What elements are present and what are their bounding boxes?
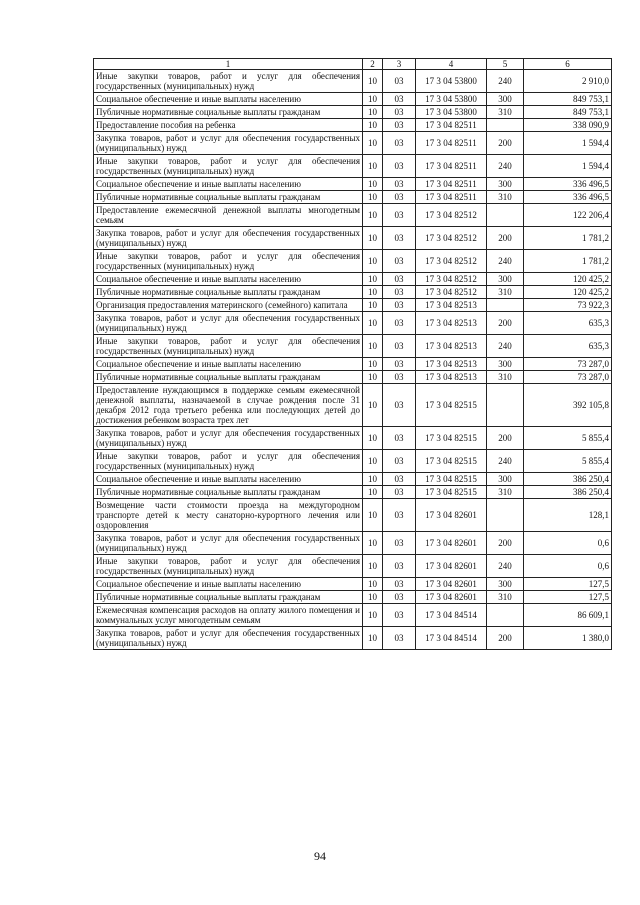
row-subsection: 03 bbox=[383, 155, 416, 178]
table-header-row bbox=[94, 59, 612, 70]
row-target-article: 17 3 04 84514 bbox=[416, 604, 487, 627]
table-row bbox=[94, 132, 612, 155]
table-row bbox=[94, 106, 612, 119]
row-target-article: 17 3 04 82601 bbox=[416, 591, 487, 604]
row-subsection: 03 bbox=[383, 371, 416, 384]
table-row bbox=[94, 204, 612, 227]
table-row bbox=[94, 499, 612, 532]
table-row bbox=[94, 178, 612, 191]
row-expense-type: 300 bbox=[487, 93, 524, 106]
row-subsection: 03 bbox=[383, 627, 416, 650]
row-amount: 1 380,0 bbox=[524, 627, 612, 650]
row-amount: 0,6 bbox=[524, 532, 612, 555]
table-row bbox=[94, 312, 612, 335]
row-description: Иные закупки товаров, работ и услуг для обеспечения государственных (муниципальных) нужд bbox=[94, 450, 363, 473]
table-row bbox=[94, 227, 612, 250]
column-header: 2 bbox=[363, 59, 383, 70]
table-row bbox=[94, 335, 612, 358]
row-expense-type: 200 bbox=[487, 312, 524, 335]
row-target-article: 17 3 04 53800 bbox=[416, 70, 487, 93]
row-description: Публичные нормативные социальные выплаты гражданам bbox=[94, 486, 363, 499]
row-subsection: 03 bbox=[383, 532, 416, 555]
table-row bbox=[94, 427, 612, 450]
row-description: Публичные нормативные социальные выплаты гражданам bbox=[94, 191, 363, 204]
row-description: Закупка товаров, работ и услуг для обеспечения государственных (муниципальных) нужд bbox=[94, 227, 363, 250]
table-row bbox=[94, 70, 612, 93]
row-target-article: 17 3 04 82512 bbox=[416, 227, 487, 250]
row-section: 10 bbox=[363, 273, 383, 286]
row-expense-type: 200 bbox=[487, 427, 524, 450]
row-description: Иные закупки товаров, работ и услуг для обеспечения государственных (муниципальных) нужд bbox=[94, 155, 363, 178]
row-description: Предоставление пособия на ребенка bbox=[94, 119, 363, 132]
row-amount: 336 496,5 bbox=[524, 178, 612, 191]
row-description: Иные закупки товаров, работ и услуг для обеспечения государственных (муниципальных) нужд bbox=[94, 335, 363, 358]
row-description: Закупка товаров, работ и услуг для обеспечения государственных (муниципальных) нужд bbox=[94, 132, 363, 155]
row-expense-type: 240 bbox=[487, 155, 524, 178]
row-amount: 73 287,0 bbox=[524, 371, 612, 384]
row-amount: 120 425,2 bbox=[524, 286, 612, 299]
row-amount: 122 206,4 bbox=[524, 204, 612, 227]
table-row bbox=[94, 384, 612, 427]
row-target-article: 17 3 04 82512 bbox=[416, 286, 487, 299]
row-description: Организация предоставления материнского (семейного) капитала bbox=[94, 299, 363, 312]
row-target-article: 17 3 04 82513 bbox=[416, 335, 487, 358]
row-amount: 338 090,9 bbox=[524, 119, 612, 132]
row-subsection: 03 bbox=[383, 227, 416, 250]
row-target-article: 17 3 04 53800 bbox=[416, 93, 487, 106]
row-expense-type bbox=[487, 384, 524, 427]
row-target-article: 17 3 04 82515 bbox=[416, 384, 487, 427]
row-amount: 2 910,0 bbox=[524, 70, 612, 93]
table-row bbox=[94, 473, 612, 486]
row-amount: 73 287,0 bbox=[524, 358, 612, 371]
table-row bbox=[94, 627, 612, 650]
row-target-article: 17 3 04 82515 bbox=[416, 473, 487, 486]
row-subsection: 03 bbox=[383, 358, 416, 371]
row-section: 10 bbox=[363, 132, 383, 155]
row-target-article: 17 3 04 82513 bbox=[416, 299, 487, 312]
row-description: Социальное обеспечение и иные выплаты населению bbox=[94, 473, 363, 486]
row-subsection: 03 bbox=[383, 106, 416, 119]
table-row bbox=[94, 371, 612, 384]
column-header: 6 bbox=[524, 59, 612, 70]
row-description: Социальное обеспечение и иные выплаты населению bbox=[94, 178, 363, 191]
row-amount: 86 609,1 bbox=[524, 604, 612, 627]
row-subsection: 03 bbox=[383, 591, 416, 604]
row-expense-type: 200 bbox=[487, 532, 524, 555]
table-row bbox=[94, 250, 612, 273]
row-subsection: 03 bbox=[383, 204, 416, 227]
table-row bbox=[94, 286, 612, 299]
row-subsection: 03 bbox=[383, 273, 416, 286]
table-row bbox=[94, 93, 612, 106]
row-subsection: 03 bbox=[383, 578, 416, 591]
table-row bbox=[94, 119, 612, 132]
row-amount: 1 781,2 bbox=[524, 227, 612, 250]
row-section: 10 bbox=[363, 286, 383, 299]
row-target-article: 17 3 04 82601 bbox=[416, 532, 487, 555]
row-amount: 386 250,4 bbox=[524, 473, 612, 486]
column-header: 4 bbox=[416, 59, 487, 70]
table-row bbox=[94, 486, 612, 499]
row-target-article: 17 3 04 82515 bbox=[416, 450, 487, 473]
row-target-article: 17 3 04 84514 bbox=[416, 627, 487, 650]
budget-table-container bbox=[93, 58, 611, 650]
row-description: Закупка товаров, работ и услуг для обеспечения государственных (муниципальных) нужд bbox=[94, 532, 363, 555]
row-section: 10 bbox=[363, 312, 383, 335]
row-target-article: 17 3 04 82601 bbox=[416, 555, 487, 578]
row-target-article: 17 3 04 82601 bbox=[416, 578, 487, 591]
row-section: 10 bbox=[363, 604, 383, 627]
row-section: 10 bbox=[363, 627, 383, 650]
row-amount: 0,6 bbox=[524, 555, 612, 578]
row-section: 10 bbox=[363, 371, 383, 384]
row-section: 10 bbox=[363, 250, 383, 273]
row-expense-type: 310 bbox=[487, 286, 524, 299]
row-amount: 849 753,1 bbox=[524, 93, 612, 106]
row-expense-type: 200 bbox=[487, 132, 524, 155]
row-subsection: 03 bbox=[383, 499, 416, 532]
row-subsection: 03 bbox=[383, 473, 416, 486]
row-amount: 386 250,4 bbox=[524, 486, 612, 499]
row-section: 10 bbox=[363, 227, 383, 250]
table-row bbox=[94, 555, 612, 578]
row-expense-type: 200 bbox=[487, 227, 524, 250]
row-subsection: 03 bbox=[383, 299, 416, 312]
row-section: 10 bbox=[363, 93, 383, 106]
row-amount: 1 781,2 bbox=[524, 250, 612, 273]
row-description: Возмещение части стоимости проезда на междугородном транспорте детей к месту санаторно-курортного лечения или оздоровления bbox=[94, 499, 363, 532]
table-row bbox=[94, 532, 612, 555]
row-amount: 128,1 bbox=[524, 499, 612, 532]
row-amount: 120 425,2 bbox=[524, 273, 612, 286]
row-expense-type: 310 bbox=[487, 191, 524, 204]
row-expense-type bbox=[487, 119, 524, 132]
row-target-article: 17 3 04 82515 bbox=[416, 486, 487, 499]
row-description: Социальное обеспечение и иные выплаты населению bbox=[94, 93, 363, 106]
row-target-article: 17 3 04 82601 bbox=[416, 499, 487, 532]
row-expense-type: 310 bbox=[487, 486, 524, 499]
row-section: 10 bbox=[363, 358, 383, 371]
row-description: Иные закупки товаров, работ и услуг для обеспечения государственных (муниципальных) нужд bbox=[94, 250, 363, 273]
row-expense-type: 310 bbox=[487, 106, 524, 119]
row-section: 10 bbox=[363, 591, 383, 604]
row-subsection: 03 bbox=[383, 604, 416, 627]
row-expense-type: 240 bbox=[487, 450, 524, 473]
row-expense-type: 310 bbox=[487, 371, 524, 384]
row-section: 10 bbox=[363, 532, 383, 555]
row-section: 10 bbox=[363, 106, 383, 119]
row-target-article: 17 3 04 82511 bbox=[416, 155, 487, 178]
row-expense-type bbox=[487, 499, 524, 532]
row-section: 10 bbox=[363, 155, 383, 178]
row-target-article: 17 3 04 82513 bbox=[416, 371, 487, 384]
row-subsection: 03 bbox=[383, 178, 416, 191]
row-target-article: 17 3 04 82513 bbox=[416, 312, 487, 335]
column-header: 5 bbox=[487, 59, 524, 70]
row-description: Закупка товаров, работ и услуг для обеспечения государственных (муниципальных) нужд bbox=[94, 427, 363, 450]
row-subsection: 03 bbox=[383, 132, 416, 155]
row-description: Ежемесячная компенсация расходов на оплату жилого помещения и коммунальных услуг многодетным семьям bbox=[94, 604, 363, 627]
row-expense-type: 240 bbox=[487, 335, 524, 358]
row-target-article: 17 3 04 82512 bbox=[416, 204, 487, 227]
row-expense-type: 310 bbox=[487, 591, 524, 604]
row-amount: 1 594,4 bbox=[524, 132, 612, 155]
row-section: 10 bbox=[363, 178, 383, 191]
row-expense-type bbox=[487, 299, 524, 312]
table-row bbox=[94, 191, 612, 204]
table-row bbox=[94, 604, 612, 627]
row-section: 10 bbox=[363, 578, 383, 591]
row-amount: 392 105,8 bbox=[524, 384, 612, 427]
row-target-article: 17 3 04 82511 bbox=[416, 191, 487, 204]
row-description: Публичные нормативные социальные выплаты гражданам bbox=[94, 591, 363, 604]
row-section: 10 bbox=[363, 191, 383, 204]
row-section: 10 bbox=[363, 384, 383, 427]
table-row bbox=[94, 299, 612, 312]
row-expense-type: 240 bbox=[487, 555, 524, 578]
row-section: 10 bbox=[363, 299, 383, 312]
row-description: Публичные нормативные социальные выплаты гражданам bbox=[94, 286, 363, 299]
row-section: 10 bbox=[363, 204, 383, 227]
row-amount: 127,5 bbox=[524, 591, 612, 604]
row-amount: 635,3 bbox=[524, 312, 612, 335]
row-description: Социальное обеспечение и иные выплаты населению bbox=[94, 578, 363, 591]
row-amount: 73 922,3 bbox=[524, 299, 612, 312]
row-target-article: 17 3 04 53800 bbox=[416, 106, 487, 119]
row-expense-type: 300 bbox=[487, 578, 524, 591]
row-section: 10 bbox=[363, 450, 383, 473]
row-subsection: 03 bbox=[383, 93, 416, 106]
row-section: 10 bbox=[363, 555, 383, 578]
row-description: Предоставление нуждающимся в поддержке семьям ежемесячной денежной выплаты, назначаемой в случае рождения после 31 декабря 2012 года третьего ребенка или последующих детей до достижения ребенком возраста трех лет bbox=[94, 384, 363, 427]
row-target-article: 17 3 04 82511 bbox=[416, 178, 487, 191]
row-section: 10 bbox=[363, 473, 383, 486]
row-expense-type: 300 bbox=[487, 178, 524, 191]
row-description: Предоставление ежемесячной денежной выплаты многодетным семьям bbox=[94, 204, 363, 227]
table-row bbox=[94, 358, 612, 371]
row-description: Закупка товаров, работ и услуг для обеспечения государственных (муниципальных) нужд bbox=[94, 312, 363, 335]
row-expense-type bbox=[487, 604, 524, 627]
row-section: 10 bbox=[363, 499, 383, 532]
row-subsection: 03 bbox=[383, 450, 416, 473]
column-header: 1 bbox=[94, 59, 363, 70]
row-expense-type: 240 bbox=[487, 70, 524, 93]
row-subsection: 03 bbox=[383, 191, 416, 204]
row-target-article: 17 3 04 82513 bbox=[416, 358, 487, 371]
row-amount: 5 855,4 bbox=[524, 450, 612, 473]
page-number: 94 bbox=[314, 849, 326, 863]
table-row bbox=[94, 155, 612, 178]
row-subsection: 03 bbox=[383, 384, 416, 427]
row-subsection: 03 bbox=[383, 555, 416, 578]
table-row bbox=[94, 578, 612, 591]
column-header: 3 bbox=[383, 59, 416, 70]
row-description: Иные закупки товаров, работ и услуг для обеспечения государственных (муниципальных) нужд bbox=[94, 555, 363, 578]
row-expense-type: 300 bbox=[487, 473, 524, 486]
row-section: 10 bbox=[363, 427, 383, 450]
row-amount: 336 496,5 bbox=[524, 191, 612, 204]
table-row bbox=[94, 591, 612, 604]
row-section: 10 bbox=[363, 119, 383, 132]
row-expense-type: 240 bbox=[487, 250, 524, 273]
row-amount: 635,3 bbox=[524, 335, 612, 358]
row-target-article: 17 3 04 82515 bbox=[416, 427, 487, 450]
table-row bbox=[94, 450, 612, 473]
row-section: 10 bbox=[363, 486, 383, 499]
row-section: 10 bbox=[363, 335, 383, 358]
row-description: Публичные нормативные социальные выплаты гражданам bbox=[94, 371, 363, 384]
row-amount: 1 594,4 bbox=[524, 155, 612, 178]
table-body bbox=[94, 70, 612, 650]
row-expense-type bbox=[487, 204, 524, 227]
row-subsection: 03 bbox=[383, 286, 416, 299]
row-target-article: 17 3 04 82511 bbox=[416, 119, 487, 132]
row-subsection: 03 bbox=[383, 486, 416, 499]
row-amount: 849 753,1 bbox=[524, 106, 612, 119]
row-target-article: 17 3 04 82512 bbox=[416, 250, 487, 273]
row-subsection: 03 bbox=[383, 312, 416, 335]
row-target-article: 17 3 04 82512 bbox=[416, 273, 487, 286]
row-subsection: 03 bbox=[383, 250, 416, 273]
row-subsection: 03 bbox=[383, 70, 416, 93]
row-description: Публичные нормативные социальные выплаты гражданам bbox=[94, 106, 363, 119]
table-row bbox=[94, 273, 612, 286]
row-subsection: 03 bbox=[383, 119, 416, 132]
row-description: Социальное обеспечение и иные выплаты населению bbox=[94, 358, 363, 371]
row-description: Иные закупки товаров, работ и услуг для обеспечения государственных (муниципальных) нужд bbox=[94, 70, 363, 93]
row-expense-type: 300 bbox=[487, 273, 524, 286]
row-subsection: 03 bbox=[383, 427, 416, 450]
row-section: 10 bbox=[363, 70, 383, 93]
row-expense-type: 200 bbox=[487, 627, 524, 650]
row-amount: 127,5 bbox=[524, 578, 612, 591]
row-target-article: 17 3 04 82511 bbox=[416, 132, 487, 155]
row-expense-type: 300 bbox=[487, 358, 524, 371]
row-description: Социальное обеспечение и иные выплаты населению bbox=[94, 273, 363, 286]
budget-table bbox=[93, 58, 612, 650]
row-subsection: 03 bbox=[383, 335, 416, 358]
row-description: Закупка товаров, работ и услуг для обеспечения государственных (муниципальных) нужд bbox=[94, 627, 363, 650]
row-amount: 5 855,4 bbox=[524, 427, 612, 450]
